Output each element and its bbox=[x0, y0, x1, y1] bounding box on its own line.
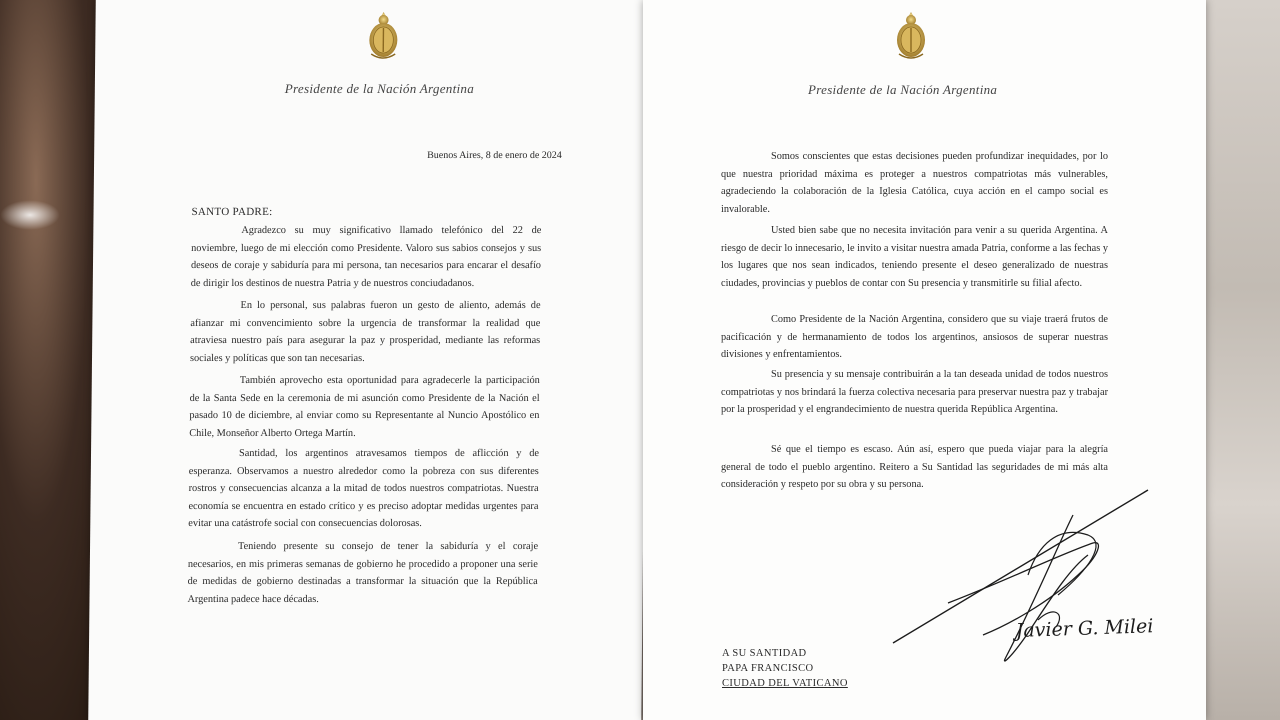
letter-paragraph: Sé que el tiempo es escaso. Aún así, espero que pueda viajar para la alegría general de todo el pueblo argentino. Reitero a Su Santidad las seguridades de mi más alta consideración y respeto por su obra y su persona. bbox=[721, 444, 1108, 491]
letter-paragraph: Como Presidente de la Nación Argentina, considero que su viaje traerá frutos de pacificación y de hermanamiento de todos los argentinos, ansiosos de superar nuestras divisiones y enfrentamientos. bbox=[721, 314, 1108, 361]
letter-page-1 bbox=[88, 0, 649, 720]
letter-paragraph: Usted bien sabe que no necesita invitación para venir a su querida Argentina. A riesgo de decir lo innecesario, le invito a visitar nuestra amada Patria, conforme a las fechas y los lugares que nos sean indicados, teniendo presente el deseo generalizado de nuestras ciudades, provincias y pueblos de contar con Su presencia y transmitirle su filial afecto. bbox=[721, 225, 1108, 289]
letter-paragraph: Somos conscientes que estas decisiones pueden profundizar inequidades, por lo que nuestra prioridad máxima es proteger a nuestros compatriotas más vulnerables, agradeciendo la colaboración de la Iglesia Católica, cuya acción en el campo social es invalorable. bbox=[721, 151, 1108, 215]
letterhead-title: Presidente de la Nación Argentina bbox=[808, 82, 998, 97]
addressee-line: CIUDAD DEL VATICANO bbox=[722, 678, 848, 689]
light-reflection bbox=[0, 200, 60, 230]
letter-paragraph: Teniendo presente su consejo de tener la sabiduría y el coraje necesarios, en mis primeras semanas de gobierno he procedido a proponer una serie de medidas de gobierno destinadas a transformar la situación que la República Argentina padece hace décadas. bbox=[187, 541, 539, 605]
handwritten-signature bbox=[888, 485, 1188, 670]
addressee-line: PAPA FRANCISCO bbox=[722, 663, 814, 674]
signature-name: Javier G. Milei bbox=[1015, 615, 1154, 642]
letter-addressee bbox=[722, 646, 848, 691]
letter-paragraph: Santidad, los argentinos atravesamos tiempos de aflicción y de esperanza. Observamos a nuestro alrededor como la pobreza con sus diferentes rostros y consecuencias alcanza a la mitad de todos nuestros compatriotas. Nuestra economía se encuentra en estado crítico y es preciso adoptar medidas urgentes para evitar una catástrofe social con consecuencias dolorosas. bbox=[188, 448, 540, 530]
coat-of-arms-seal-icon bbox=[365, 10, 402, 62]
letter-paragraph: Su presencia y su mensaje contribuirán a la tan deseada unidad de todos nuestros compatriotas y nos brindará la fuerza colectiva necesaria para preservar nuestra paz y trabajar por la prosperidad y el engrandecimiento de nuestra querida República Argentina. bbox=[721, 369, 1108, 416]
letterhead-title: Presidente de la Nación Argentina bbox=[284, 81, 475, 96]
letter-paragraph: En lo personal, sus palabras fueron un gesto de aliento, además de afianzar mi convencimiento sobre la urgencia de transformar la realidad que atraviesa nuestro país para asegurar la paz y prosperidad, mediante las reformas sociales y políticas que son tan necesarias. bbox=[189, 300, 541, 364]
letter-page-2 bbox=[643, 0, 1206, 720]
letter-paragraph: También aprovecho esta oportunidad para agradecerle la participación de la Santa Sede en la ceremonia de mi asunción como Presidente de la Nación el pasado 10 de diciembre, al enviar como su Representante al Nuncio Apostólico en Chile, Monseñor Alberto Ortega Martín. bbox=[189, 375, 540, 439]
letter-date: Buenos Aires, 8 de enero de 2024 bbox=[427, 150, 562, 161]
letter-paragraph: Agradezco su muy significativo llamado telefónico del 22 de noviembre, luego de mi elección como Presidente. Valoro sus sabios consejos y sus deseos de coraje y sabiduría para mi persona, tan necesarios para encarar el desafío de dirigir los destinos de nuestra Patria y de nuestros conciudadanos. bbox=[190, 225, 542, 289]
letter-salutation: SANTO PADRE: bbox=[191, 206, 273, 218]
coat-of-arms-seal-icon bbox=[893, 10, 929, 62]
addressee-line: A SU SANTIDAD bbox=[722, 648, 807, 659]
